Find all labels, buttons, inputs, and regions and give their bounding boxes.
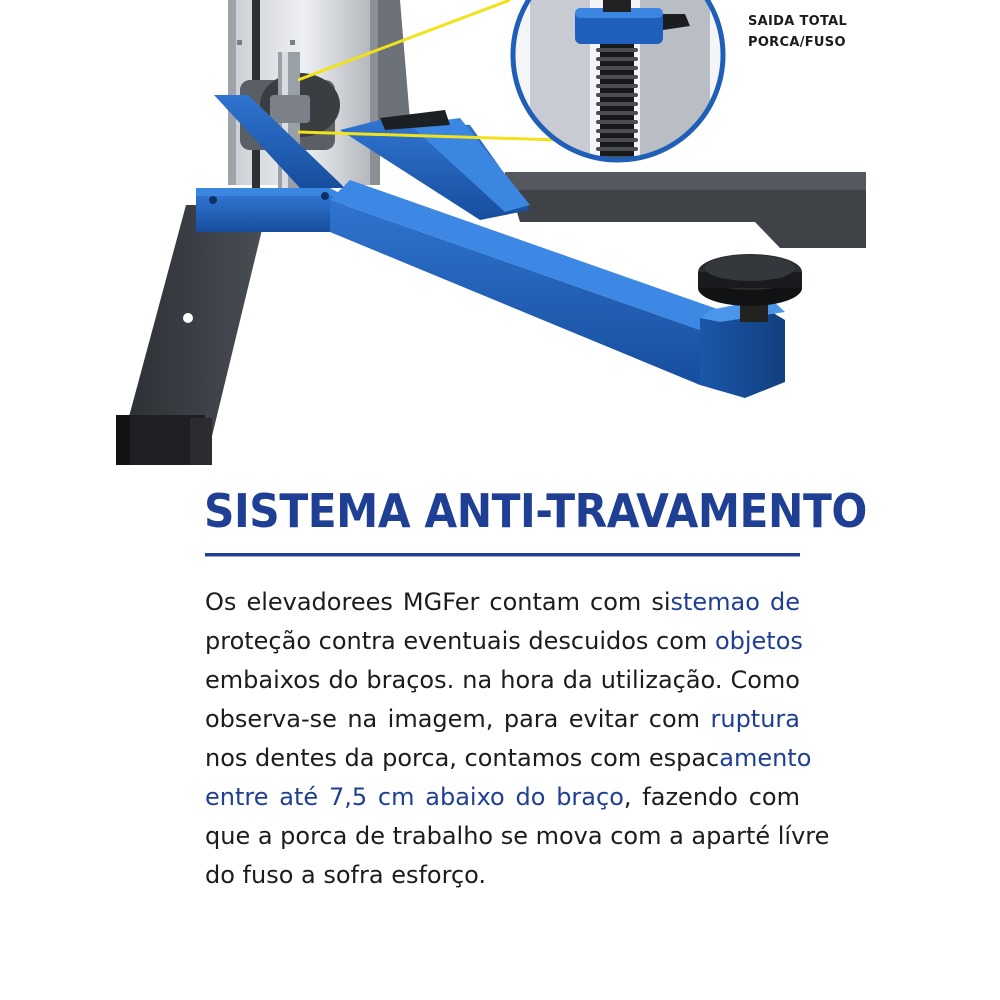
thread-ridge <box>596 93 638 97</box>
paragraph-line: embaixos do braços. na hora da utilização. Como <box>205 666 800 694</box>
paragraph-line: observa-se na imagem, para evitar com ruptura <box>205 705 800 733</box>
callout-line-2: PORCA/FUSO <box>748 35 846 50</box>
lift-base-illustration <box>0 0 1000 470</box>
thread-ridge <box>596 165 638 169</box>
base-plate <box>196 188 345 232</box>
callout-line-1: SAIDA TOTAL <box>748 14 848 29</box>
thread-ridge <box>596 111 638 115</box>
thread-ridge <box>596 129 638 133</box>
title-divider <box>205 553 800 557</box>
zoom-callout <box>510 0 730 170</box>
thread-ridge <box>596 84 638 88</box>
paragraph-line: do fuso a sofra esforço. <box>205 861 487 889</box>
thread-ridge <box>596 48 638 52</box>
description-paragraph <box>205 583 830 895</box>
thread-ridge <box>596 57 638 61</box>
thread-ridge <box>596 66 638 70</box>
right-rail <box>505 172 866 248</box>
paragraph-line: nos dentes da porca, contamos com espacamento <box>205 744 812 772</box>
callout-label <box>748 11 847 53</box>
paragraph-line: proteção contra eventuais descuidos com objetos <box>205 627 803 655</box>
thread-ridge <box>596 138 638 142</box>
paragraph-line: Os elevadorees MGFer contam com sistemao de <box>205 588 800 616</box>
rail-hole <box>183 313 193 323</box>
section-title: SISTEMA ANTI-TRAVAMENTO <box>204 484 867 538</box>
screw-thread <box>596 40 638 170</box>
paragraph-line: que a porca de trabalho se mova com a aparté lívre <box>205 822 830 850</box>
thread-ridge <box>596 102 638 106</box>
thread-ridge <box>596 120 638 124</box>
paragraph-line: entre até 7,5 cm abaixo do braço, fazendo com <box>205 783 800 811</box>
thread-ridge <box>596 147 638 151</box>
floor-rail <box>116 205 268 465</box>
thread-ridge <box>596 75 638 79</box>
